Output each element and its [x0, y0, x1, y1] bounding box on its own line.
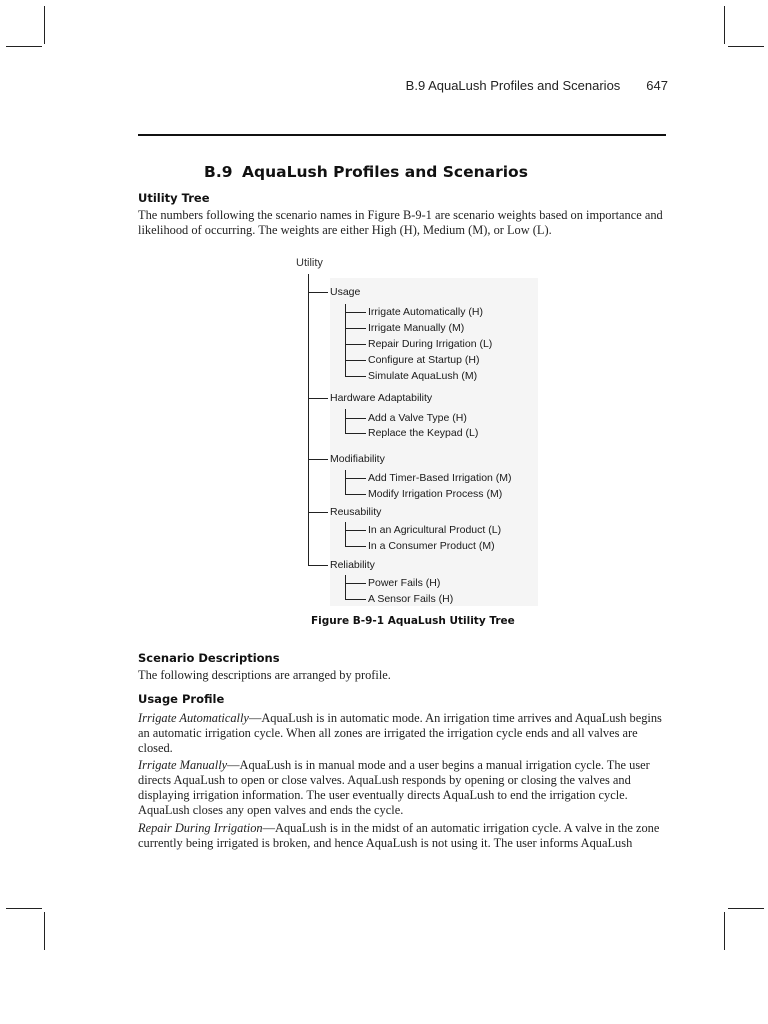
tree-leaf: In an Agricultural Product (L) — [368, 524, 502, 536]
scenario-term: Irrigate Automatically — [138, 711, 249, 725]
running-header — [380, 78, 668, 93]
tree-node-hardware-adaptability: Hardware Adaptability — [330, 392, 433, 404]
usage-profile-heading: Usage Profile — [138, 692, 225, 706]
utility-tree-heading: Utility Tree — [138, 191, 210, 205]
utility-tree-intro: The numbers following the scenario names in Figure B-9-1 are scenario weights based on importance and likelihood of occurring. The weights are either High (H), Medium (M), or Low (L). — [138, 208, 663, 237]
crop-mark — [6, 46, 42, 47]
crop-mark — [44, 912, 45, 950]
tree-node-usage: Usage — [330, 286, 361, 298]
tree-leaf: Power Fails (H) — [368, 577, 441, 589]
tree-leaf: Add a Valve Type (H) — [368, 412, 467, 424]
tree-leaf: Simulate AquaLush (M) — [368, 370, 478, 382]
tree-leaf: In a Consumer Product (M) — [368, 540, 495, 552]
page-number: 647 — [646, 78, 668, 93]
scenario-paragraph — [138, 711, 670, 756]
tree-leaf: Replace the Keypad (L) — [368, 427, 479, 439]
tree-leaf: Configure at Startup (H) — [368, 354, 480, 366]
tree-leaf: Irrigate Manually (M) — [368, 322, 465, 334]
crop-mark — [6, 908, 42, 909]
tree-node-reliability: Reliability — [330, 559, 375, 571]
scenario-term: Irrigate Manually — [138, 758, 228, 772]
section-title-text: AquaLush Profiles and Scenarios — [242, 163, 528, 181]
tree-leaf: Modify Irrigation Process (M) — [368, 488, 503, 500]
crop-mark — [724, 6, 725, 44]
tree-node-reusability: Reusability — [330, 506, 382, 518]
crop-mark — [724, 912, 725, 950]
section-number: B.9 — [204, 163, 233, 181]
figure-caption: Figure B-9-1 AquaLush Utility Tree — [311, 615, 515, 627]
tree-leaf: Add Timer-Based Irrigation (M) — [368, 472, 512, 484]
scenario-text: —AquaLush is in the midst of an automatic irrigation cycle. A valve in the zone currently being irrigated is broken, and hence AquaLush is not using it. The user informs AquaLush — [138, 821, 660, 850]
crop-mark — [44, 6, 45, 44]
crop-mark — [728, 46, 764, 47]
tree-node-modifiability: Modifiability — [330, 453, 385, 465]
scenario-text: —AquaLush is in automatic mode. An irrigation time arrives and AquaLush begins an automatic irrigation cycle. When all zones are irrigated the irrigation cycle ends and all valves are closed. — [138, 711, 662, 755]
scenario-term: Repair During Irrigation — [138, 821, 263, 835]
scenario-descriptions-intro: The following descriptions are arranged by profile. — [138, 668, 391, 682]
tree-leaf: Irrigate Automatically (H) — [368, 306, 483, 318]
scenario-paragraph — [138, 821, 670, 851]
header-rule — [138, 134, 666, 136]
tree-leaf: Repair During Irrigation (L) — [368, 338, 493, 350]
scenario-text: —AquaLush is in manual mode and a user begins a manual irrigation cycle. The user directs AquaLush to open or close valves. AquaLush responds by opening or closing the valves and displaying irrigation information. The user eventually directs AquaLush to end the irrigation cycle. AquaLush closes any open valves and ends the cycle. — [138, 758, 650, 817]
scenario-paragraph — [138, 758, 670, 818]
crop-mark — [728, 908, 764, 909]
scenario-descriptions-heading: Scenario Descriptions — [138, 651, 280, 665]
section-title — [204, 163, 528, 181]
tree-root: Utility — [296, 257, 323, 269]
tree-leaf: A Sensor Fails (H) — [368, 593, 454, 605]
running-header-title: B.9 AquaLush Profiles and Scenarios — [405, 78, 621, 93]
